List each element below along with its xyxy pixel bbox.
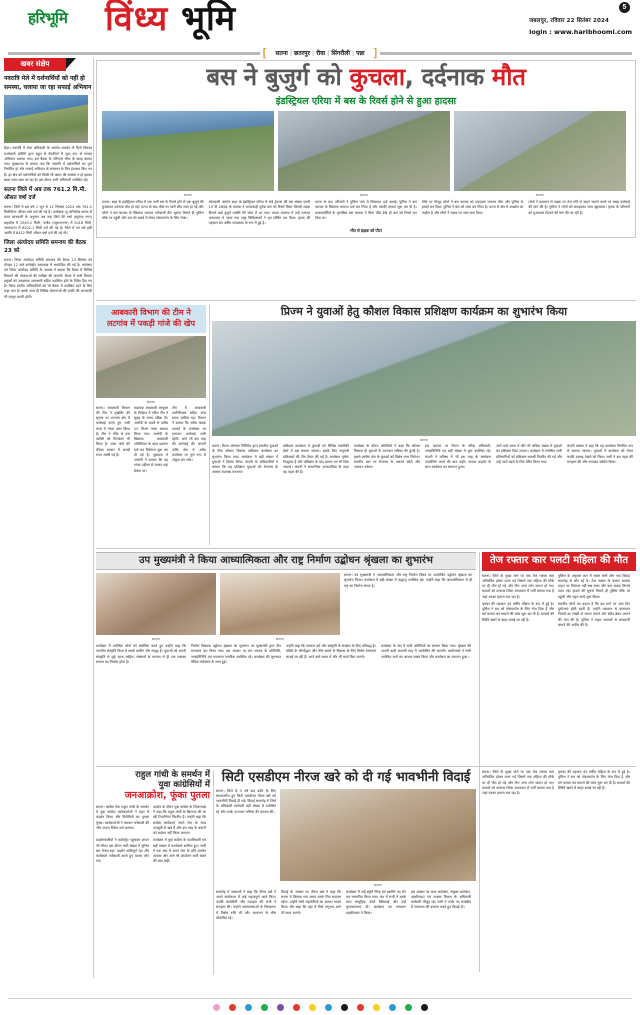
prism-body-3: कार्यक्रम के दौरान अतिथियों ने कहा कि कौशल विकास ही युवाओं के उज्ज्वल भविष्य की कुंजी है। इससे ग्रामीण क्षेत्र के युवाओं को विशेष लाभ मिलेगा। स्थानीय स्तर पर रोजगार के अवसर बढ़ेंगे और पलायन रुकेगा। — [354, 444, 420, 470]
divider-tier-3 — [96, 548, 636, 549]
excise-photo — [96, 336, 206, 398]
dycm-photo-row — [96, 573, 476, 641]
tag-triangle-icon — [66, 58, 76, 69]
divider-tier-2 — [96, 300, 636, 301]
district-rewa[interactable]: रीवा — [316, 50, 326, 57]
dycm-photo-block-2 — [220, 573, 340, 641]
strip-rule-right — [380, 52, 632, 55]
excise-body-3: टीम में आबकारी उपनिरीक्षक सहित अन्य स्टाफ शामिल रहा। विभाग ने बताया कि अवैध मादक पदार्थों के कारोबार पर लगातार कार्रवाई जारी रहेगी। आगे भी इस तरह की कार्रवाई की जाएगी ताकि क्षेत्र में अवैध कारोबार पर पूर्ण रूप से अंकुश लग सके। — [172, 405, 206, 463]
divider-car — [479, 552, 480, 972]
bracket-right-icon: ] — [373, 47, 378, 59]
strip-rule-left — [8, 52, 260, 55]
lead-photo-block-3 — [454, 111, 626, 197]
sidebar-body-3: सतना। जिला अंत्योदय समिति समन्वय की बैठक 23 सितंबर को दोपहर 12 बजे कलेक्ट्रेट सभाकक्ष में आयोजित की गई है। कलेक्टर एवं जिला अंत्योदय समिति के अध्यक्ष ने बताया कि बैठक में विभिन्न विभागों की योजनाओं की समीक्षा की जाएगी। बैठक में सभी विभाग प्रमुखों को आवश्यक जानकारी सहित उपस्थित होने के निर्देश दिए गए हैं। जिला स्तरीय अधिकारियों को भी बैठक में उपस्थित रहने के लिए कहा गया है। इसके साथ ही विभिन्न योजनाओं की प्रगति की जानकारी भी प्रस्तुत करनी होगी। — [4, 257, 92, 299]
sdm-photo-block — [280, 789, 476, 887]
masthead-title-part1: विंध्य — [105, 0, 169, 39]
car-body-2: पुलिस के अनुसार कार में सवार सभी लोग एक विवाह समारोह से लौट रहे थे। तेज रफ्तार के कारण चालक वाहन पर नियंत्रण नहीं रख सका और कार सड़क किनारे पलट गई। हादसे की सूचना मिलते ही पुलिस मौके पर पहुंची और राहत कार्य शुरू किया। — [558, 573, 630, 599]
footer-rule — [8, 998, 632, 999]
lead-photo-2 — [278, 111, 450, 191]
color-dot — [325, 1004, 332, 1011]
lead-body-col-4: मौके पर मौजूद लोगों ने बस चालक को पकड़कर जमकर पीटा और पुलिस के हवाले कर दिया। पुलिस ने बस को जब्त कर लिया है। घटना से क्षेत्र में आक्रोश का माहौल है और लोगों ने सड़क पर जाम लगा दिया। — [421, 200, 524, 215]
dycm-body-5: कार्यक्रम के अंत में सभी अतिथियों का सम्मान किया गया। श्रृंखला की अगली कड़ी आगामी माह में आयोजित की जाएगी। आयोजकों ने सभी उपस्थित जनों का आभार व्यक्त किया और कार्यक्रम का समापन हुआ। — [381, 644, 471, 659]
sdm-body-3: विदाई के अवसर पर नीरज खरे ने कहा कि सतना में बिताया गया समय उनके लिए यादगार रहेगा। उन्होंने सभी सहयोगियों का आभार व्यक्त किया और कहा कि यहां से मिले अनुभव आगे भी काम आएंगे। — [281, 889, 341, 915]
lead-subheadline: इंडस्ट्रियल एरिया में बस के रिवर्स होने से हुआ हादसा — [102, 94, 630, 107]
car-cont-body-1: सतना। जिले के मुख्य मार्ग पर एक तेज रफ्तार कार अनियंत्रित होकर पलट गई जिसमें एक महिला की मौके पर ही मौत हो गई और तीन अन्य लोग घायल हो गए। घायलों को तत्काल जिला अस्पताल में भर्ती कराया गया है जहां उनका इलाज चल रहा है। — [482, 770, 554, 795]
district-strip — [8, 46, 632, 60]
rahul-body-2: प्रदर्शन के दौरान युवा कांग्रेस के जिलाध्यक्ष ने कहा कि राहुल गांधी के खिलाफ की जा रही टिप्पणियां निंदनीय हैं। उन्होंने कहा कि कांग्रेस कार्यकर्ता अपने नेता के साथ मजबूती से खड़े हैं और इस तरह के बयानों को बर्दाश्त नहीं किया जाएगा। — [153, 804, 206, 836]
masthead-meta — [529, 16, 632, 36]
lead-photo-row — [102, 111, 630, 197]
dycm-photo-block-1 — [96, 573, 216, 641]
sidebar-body-1: मैहर। नवरात्रि में मेला अधिकारी के अंतर्गत शारदेय नौ दिनों त्रिकाल कार्यकारी समिति द्वारा बहुत से तैयारियों में जुटा रूप से समस्त अभियान चलाया गया। इस बैठक के परिणाम चीफ के बारह बंटाया गया। मुख्यालय से बताया गया कि नवरात्रि में दर्शनार्थियों का पूर्ण निर्धारित हो और सफाई अभियान के संचालन के लिए इंतजाम किए गए हैं। हर क्षेत्र को दर्शनार्थियों को किसी भी प्रकार की समस्या न हो इसका खास ध्यान रखा जा रहा है। इस दौरान सभी अधिकारी उपस्थित रहे। — [4, 146, 93, 182]
dycm-photo-1 — [96, 573, 216, 635]
lead-headline-seg1: बस ने बुजुर्ग को — [206, 63, 350, 91]
color-dot — [389, 1004, 396, 1011]
sidebar-tag-label — [4, 58, 66, 71]
color-dot — [373, 1004, 380, 1011]
masthead-title-part2: भूमि — [181, 0, 237, 39]
registration-dot-bar — [0, 1004, 640, 1011]
lead-body-row — [102, 200, 630, 226]
excise-body-row — [96, 406, 206, 474]
dycm-headline-band — [96, 552, 476, 570]
sidebar-headline-1[interactable]: नवरात्रि मेले में दर्शनार्थियों को नहीं हो समस्या, चलाया जा रहा सफाई अभियान — [4, 75, 92, 91]
sidebar-headline-2[interactable]: सतना जिले में अब तक 761.2 मि.मी. औसत वर्षा दर्ज — [4, 187, 87, 201]
color-dot — [261, 1004, 268, 1011]
lead-headline-hl1: कुचला — [349, 63, 405, 91]
divider-excise — [209, 305, 210, 545]
prism-headline[interactable]: प्रिज्म ने युवाओं हेतु कौशल विकास प्रशिक्षण कार्यक्रम का शुभारंभ किया — [280, 305, 568, 318]
prism-story — [212, 305, 636, 476]
car-story-continued — [482, 770, 636, 796]
lead-caption-1: सतना। — [183, 193, 193, 198]
dycm-story — [96, 552, 476, 665]
lead-story — [96, 60, 636, 238]
prism-body-6: कंपनी प्रबंधन ने कहा कि यह कार्यक्रम नियमित रूप से चलाया जाएगा। युवाओं में कार्यक्रम को लेकर काफी उत्साह देखने को मिला। सभी ने इस पहल की सराहना की और धन्यवाद ज्ञापित किया। — [567, 444, 633, 464]
district-singrauli[interactable]: सिंगरौली — [331, 50, 350, 57]
color-dot — [229, 1004, 236, 1011]
masthead — [0, 0, 640, 46]
rahul-body-3: प्रदर्शनकारियों ने कलेक्ट्रेट पहुंचकर ज्ञापन भी सौंपा। इस दौरान भारी संख्या में पुलिस बल तैनात रहा। प्रदर्शन शांतिपूर्ण रहा और कार्यकर्ता नारेबाजी करते हुए वापस लौट गए। — [96, 838, 149, 864]
car-headline[interactable]: तेज रफ्तार कार पलटी महिला की मौत — [482, 552, 636, 571]
rahul-body-4: कार्यक्रम में युवा कांग्रेस के पदाधिकारी एवं बड़ी संख्या में कार्यकर्ता शामिल हुए। सभी ने एक स्वर में अपने नेता के प्रति समर्थन जताया और आगे भी आंदोलन जारी रखने की बात कही। — [153, 838, 206, 864]
lead-sub-caption: मौत से झड़क को पीटा — [350, 228, 382, 234]
lead-body-col-1: सतना। शहर के इंडस्ट्रियल एरिया में एक यात्री बस के रिवर्स होने से एक बुजुर्ग की कुचलकर दर्दनाक मौत हो गई। घटना के बाद मौके पर भारी भीड़ जमा हो गई और लोगों ने बस चालक के खिलाफ जमकर नारेबाजी की। सूचना मिलते ही पुलिस मौके पर पहुंची और शव को कब्जे में लेकर पोस्टमार्टम के लिए भेजा। — [102, 200, 204, 220]
sdm-photo — [280, 789, 476, 881]
sdm-body-1: सतना। जिले से 3 वर्ष बाद इंदौर के लिए स्थानांतरित हुए सिटी एसडीएम नीरज खरे को भावभीनी विदाई दी गई। विदाई समारोह में जिले के अधिकारी कर्मचारी बड़ी संख्या में उपस्थित रहे और उनके उज्ज्वल भविष्य की कामना की। — [216, 788, 276, 814]
dycm-photo-2 — [220, 573, 340, 635]
excise-story — [96, 305, 206, 474]
dycm-body-2: कार्यक्रम में उपस्थित लोगों को संबोधित करते हुए उन्होंने कहा कि भारतीय संस्कृति विश्व में सबसे प्राचीन और समृद्ध है। युवाओं को अपनी संस्कृति से जुड़े रहना चाहिए। संस्कारों के माध्यम से ही एक सशक्त समाज का निर्माण होता है। — [96, 644, 186, 664]
car-body-1: सतना। जिले के मुख्य मार्ग पर एक तेज रफ्तार कार अनियंत्रित होकर पलट गई जिसमें एक महिला की मौके पर ही मौत हो गई और तीन अन्य लोग घायल हो गए। घायलों को तत्काल जिला अस्पताल में भर्ती कराया गया है जहां उनका इलाज चल रहा है। — [482, 573, 554, 599]
lead-photo-block-1 — [102, 111, 274, 197]
sdm-body-row — [216, 890, 476, 922]
dycm-body-1: सतना। उप मुख्यमंत्री ने आध्यात्मिकता और राष्ट्र निर्माण विषय पर आयोजित उद्बोधन श्रृंखला का शुभारंभ किया। कार्यक्रम में बड़ी संख्या में श्रद्धालु उपस्थित रहे। उन्होंने कहा कि आध्यात्मिकता से ही राष्ट्र का निर्माण संभव है। — [344, 573, 472, 588]
prism-body-1: सतना। प्रिज्म जॉनसन लिमिटेड द्वारा स्थानीय युवाओं के लिए कौशल विकास प्रशिक्षण कार्यक्रम का शुभारंभ किया गया। कार्यक्रम में बड़ी संख्या में युवाओं ने हिस्सा लिया। कंपनी के अधिकारियों ने बताया कि यह प्रशिक्षण युवाओं को रोजगार के अवसर उपलब्ध कराएगा। — [212, 444, 278, 475]
excise-headline-box — [96, 305, 206, 333]
divider-rahul — [213, 770, 214, 975]
color-dot — [277, 1004, 284, 1011]
lead-photo-block-2 — [278, 111, 450, 197]
sidebar-khabar-sankshep — [4, 58, 92, 300]
color-dot — [293, 1004, 300, 1011]
color-dot — [357, 1004, 364, 1011]
car-cont-body-2: मृतका की पहचान 45 वर्षीय महिला के रूप में हुई है। पुलिस ने शव को पोस्टमार्टम के लिए भेज दिया है और मर्ग कायम कर मामले की जांच शुरू कर दी है। घायलों की स्थिति खतरे से बाहर बताई जा रही है। — [558, 770, 630, 790]
divider-sidebar — [93, 58, 94, 978]
lead-caption-3: सतना। — [535, 193, 545, 198]
color-dot — [405, 1004, 412, 1011]
car-body-4: स्थानीय लोगों का कहना है कि इस मार्ग पर आए दिन दुर्घटनाएं होती रहती हैं। उन्होंने प्रशासन से यातायात नियमों का सख्ती से पालन कराने और स्पीड ब्रेकर लगाने की मांग की है। पुलिस ने वाहन चालकों से सावधानी बरतने की अपील की है। — [558, 601, 630, 627]
page-number-badge: 5 — [619, 2, 630, 13]
excise-body-1: सतना। आबकारी विभाग की टीम ने मुखबिर की सूचना पर लटगांव क्षेत्र में कार्रवाई करते हुए भारी मात्रा में गांजा जब्त किया है। टीम ने मौके से एक व्यक्ति को गिरफ्तार भी किया है। जब्त गांजे की कीमत बाजार में लाखों रुपए आंकी गई है। — [96, 405, 130, 457]
prism-body-4: इस अवसर पर प्रिज्म के वरिष्ठ अधिकारी, जनप्रतिनिधि एवं बड़ी संख्या में युवा उपस्थित रहे। कंपनी ने भविष्य में भी इस तरह के कार्यक्रम आयोजित करने की बात कही। आभार प्रदर्शन के साथ कार्यक्रम का समापन हुआ। — [425, 444, 491, 470]
sdm-body-5: इस अवसर पर अपर कलेक्टर, संयुक्त कलेक्टर, तहसीलदार एवं राजस्व विभाग के अधिकारी कर्मचारी मौजूद रहे। सभी ने उनके नए कार्यक्षेत्र में सफलता की कामना करते हुए विदाई दी। — [411, 889, 471, 910]
dycm-body-row — [96, 644, 476, 665]
sidebar-headline-3[interactable]: जिला अंत्योदय समिति समन्वय की बैठक 23 को — [4, 240, 87, 255]
sdm-top-row — [216, 789, 476, 887]
edition-date: जबलपुर, रविवार 22 सितंबर 2024 — [529, 18, 610, 24]
dycm-body-3: निर्माण विषयक उद्बोधन श्रृंखला का शुभारंभ उप मुख्यमंत्री द्वारा दीप प्रज्वलन कर किया गया। इस अवसर पर संत समाज के प्रतिनिधि, जनप्रतिनिधि एवं गणमान्य नागरिक उपस्थित रहे। कार्यक्रम की शुरुआत वैदिक मंत्रोच्चार के साथ हुई। — [191, 644, 281, 664]
sidebar-photo-1 — [4, 95, 88, 143]
website-login-line: login : www.haribhoomi.com — [529, 28, 632, 36]
rahul-headline-line2: युवा कांग्रेसियों में — [158, 780, 210, 791]
sdm-story — [216, 770, 476, 921]
prism-caption: सतना। — [419, 438, 429, 443]
district-panna[interactable]: पन्ना — [356, 50, 365, 57]
lead-body-col-3: घटना के बाद परिजनों ने पुलिस थाने में शिकायत दर्ज कराई। पुलिस ने बस चालक के खिलाफ मामला दर्ज कर लिया है और उसकी तलाश शुरू कर दी है। प्रत्यक्षदर्शियों के मुताबिक बस चालक ने बिना पीछे देखे ही बस को रिवर्स कर दिया था। — [315, 200, 417, 220]
sdm-body-2: समारोह में वक्ताओं ने कहा कि नीरज खरे ने अपने कार्यकाल में कई महत्वपूर्ण कार्य किए। उनकी कार्यशैली और व्यवहार की सभी ने सराहना की। उन्होंने जनसमस्याओं के निराकरण में विशेष रुचि ली और आमजन के बीच लोकप्रिय रहे। — [216, 889, 276, 920]
excise-body-2: सहायक आबकारी आयुक्त के निर्देशन में गठित टीम ने सुबह के समय दबिश दी। आरोपी के कब्जे से करीब 20 किलो गांजा बरामद किया गया। आरोपी के खिलाफ आबकारी अधिनियम के तहत प्रकरण दर्ज कर विवेचना शुरू कर दी गई है। पूछताछ में आरोपी ने बताया कि वह गांजा उड़ीसा से लाकर यहां बेचता था। — [134, 405, 168, 473]
page-title — [105, 0, 237, 39]
lead-body-col-5: लोगों ने प्रशासन से सड़क पर तेज गति से वाहन चलाने वालों पर सख्त कार्रवाई की मांग की है। पुलिस ने लोगों को समझाकर जाम खुलवाया। मृतक के परिजनों को मुआवजा दिलाने की मांग की जा रही है। — [528, 200, 630, 215]
sdm-body-4: कार्यक्रम में उन्हें स्मृति चिन्ह एवं प्रशस्ति पत्र भेंट कर सम्मानित किया गया। अंत में सभी ने उनके साथ सामूहिक फोटो खिंचवाई और उन्हें शुभकामनाएं दीं। कार्यक्रम का संचालन तहसीलदार ने किया। — [346, 889, 406, 915]
color-dot — [245, 1004, 252, 1011]
color-dot — [341, 1004, 348, 1011]
rahul-headline-line1: राहुल गांधी के समर्थन में — [135, 770, 210, 780]
prism-body-row — [212, 444, 636, 476]
car-body-row-2 — [482, 602, 636, 628]
car-cont-row — [482, 770, 636, 796]
excise-headline[interactable]: आबकारी विभाग की टीम ने लटगांव में पकड़ी गांजे की खेप — [106, 308, 196, 328]
color-dot — [421, 1004, 428, 1011]
rahul-body-row — [96, 805, 210, 837]
car-body-3: मृतका की पहचान 45 वर्षीय महिला के रूप में हुई है। पुलिस ने शव को पोस्टमार्टम के लिए भेज दिया है और मर्ग कायम कर मामले की जांच शुरू कर दी है। घायलों की स्थिति खतरे से बाहर बताई जा रही है। — [482, 601, 554, 622]
sdm-headline[interactable]: सिटी एसडीएम नीरज खरे को दी गई भावभीनी विदाई — [221, 770, 471, 785]
divider-tier-4 — [96, 766, 636, 767]
prism-body-5: आने वाले समय में और भी अधिक संख्या में युवाओं को प्रशिक्षण दिया जाएगा। कार्यक्रम में उपस्थित सभी प्रतिभागियों को प्रशिक्षण सामग्री वितरित की गई और उन्हें आगे बढ़ने के लिए प्रेरित किया गया। — [496, 444, 562, 464]
car-accident-story — [482, 552, 636, 628]
dycm-caption-2: सतना। — [275, 637, 285, 641]
lead-headline[interactable] — [102, 65, 630, 90]
khabar-sankshep-text: खबर संक्षेप — [20, 60, 50, 68]
rahul-body-1: सतना। कांग्रेस नेता राहुल गांधी के समर्थन में युवा कांग्रेस कार्यकर्ताओं ने शहर में प्रदर्शन किया और विरोधियों का पुतला फूंका। कार्यकर्ताओं ने जमकर नारेबाजी की और अपना विरोध दर्ज कराया। — [96, 804, 150, 830]
publisher-brand: हरिभूमि — [28, 9, 68, 27]
rahul-headline[interactable] — [96, 770, 210, 802]
dycm-caption-1: सतना। — [151, 637, 161, 641]
prism-body-2: प्रशिक्षण कार्यक्रम में युवाओं को विभिन्न तकनीकी क्षेत्रों में दक्ष बनाया जाएगा। इसके लिए अनुभवी प्रशिक्षकों की टीम तैयार की गई है। कार्यक्रम पूर्णतः निःशुल्क है और प्रशिक्षण के बाद प्रमाण पत्र भी दिया जाएगा। कंपनी ने सामाजिक उत्तरदायित्व के तहत यह पहल की है। — [283, 444, 349, 475]
dycm-headline[interactable]: उप मुख्यमंत्री ने किया आध्यात्मिकता और राष्ट्र निर्माण उद्बोधन श्रृंखला का शुभारंभ — [139, 555, 433, 566]
excise-caption: सतना। — [146, 399, 156, 404]
district-chhatarpur[interactable]: छतरपुर — [294, 50, 310, 57]
dycm-body-4: उन्होंने कहा कि सरकार धर्म और संस्कृति के संरक्षण के लिए प्रतिबद्ध है। मंदिरों के जीर्णोद्धार और तीर्थ स्थलों के विकास के लिए विशेष योजनाएं चलाई जा रही हैं। आने वाले समय में और भी कार्य किए जाएंगे। — [286, 644, 376, 659]
lead-photo-1 — [102, 111, 274, 191]
lead-headline-hl2: मौत — [491, 63, 526, 91]
district-satna[interactable]: सतना — [275, 50, 288, 57]
rahul-headline-line3: जनआक्रोश, फूंका पुतला — [124, 790, 210, 802]
lead-body-col-2: कोतवाली अंतर्गत शहर के इंडस्ट्रियल एरिया में अंबे ट्रेवल्स की बस संख्या एमपी 19 पी 2656 के चालक ने लापरवाही पूर्वक बस को रिवर्स किया जिससे सड़क किनारे खड़े बुजुर्ग व्यक्ति की चपेट में आ गया। घायल अवस्था में उन्हें तत्काल अस्पताल ले जाया गया जहां चिकित्सकों ने मृत घोषित कर दिया। मृतक की पहचान 65 वर्षीय रामप्रसाद के रूप में हुई है। — [208, 200, 311, 226]
prism-photo — [212, 321, 636, 436]
district-list: सतना | छतरपुर | रीवा | सिंगरौली | पन्ना — [275, 50, 365, 57]
sdm-caption: सतना। — [373, 882, 383, 887]
lead-headline-seg2: , दर्दनाक — [404, 63, 492, 91]
car-body-row — [482, 574, 636, 600]
bracket-left-icon: [ — [262, 47, 267, 59]
lead-photo-3 — [454, 111, 626, 191]
color-dot — [213, 1004, 220, 1011]
sidebar-body-2: सतना। जिले में इस वर्ष 1 जून से 21 सितंबर 2024 तक 761.2 मिलीमीटर औसत वर्षा दर्ज की गई है। अधीक्षक भू-अभिलेख सतना से प्राप्त जानकारी के अनुसार अब तक जिले की वर्षा (रघुराज नगर) सहकौल में 1549.2 मिमी, नागौद (रघुराजनगर) में 5016 मिमी, अमरपाटन में 6202.1 मिमी दर्ज की गई है। जिले में गत वर्ष इसी अवधि में 8412 मिमी औसत वर्षा दर्ज की गई थी। — [4, 204, 92, 236]
lead-caption-2: सतना। — [359, 193, 369, 198]
rahul-story — [96, 770, 210, 865]
color-dot — [309, 1004, 316, 1011]
rahul-body-row-2 — [96, 838, 210, 864]
